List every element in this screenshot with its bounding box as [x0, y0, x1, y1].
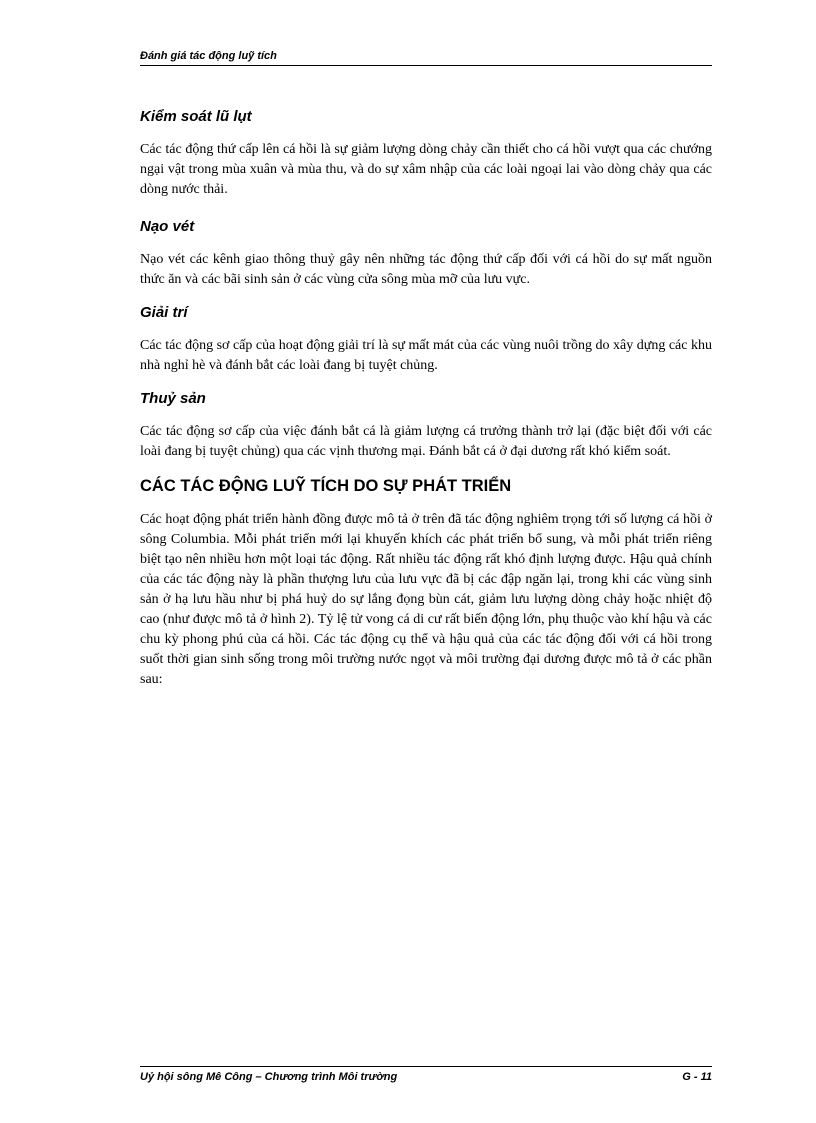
section-heading-flood-control: Kiểm soát lũ lụt [140, 108, 252, 125]
section-text-fisheries: Các tác động sơ cấp của việc đánh bắt cá là giảm lượng cá trưởng thành trở lại (đặc biệt đối với các loài đang bị tuyệt chủng) qua các vịnh thương mại. Đánh bắt cá ở đại dương rất khó kiểm soát. [140, 424, 712, 459]
main-section-text: Các hoạt động phát triển hành đồng được mô tả ở trên đã tác động nghiêm trọng tới số lượng cá hồi ở sông Columbia. Mỗi phát triển mới lại khuyến khích các phát triển bổ sung, và mỗi phát triển riêng biệt tạo nên nhiều hơn một loại tác động. Rất nhiều tác động rất khó định lượng được. Hậu quả chính của các tác động này là phần thượng lưu của lưu vực đã bị các đập ngăn lại, trong khi các vùng sinh sản ở hạ lưu hầu như bị phá huỷ do sự lắng đọng bùn cát, giảm lưu lượng dòng chảy hoặc nhiệt độ cao (như được mô tả ở hình 2). Tỷ lệ tử vong cá di cư rất biến động lớn, phụ thuộc vào khí hậu và các chu kỳ phong phú của cá hồi. Các tác động cụ thể và hậu quả của các tác động đối với cá hồi trong suốt thời gian sinh sống trong môi trường nước ngọt và môi trường đại dương được mô tả ở các phần sau: [140, 512, 712, 687]
page-header [140, 50, 712, 66]
page-footer [140, 1066, 712, 1083]
section-heading-recreation: Giải trí [140, 304, 188, 321]
page-number: G - 11 [682, 1071, 712, 1083]
section-text-recreation: Các tác động sơ cấp của hoạt động giải trí là sự mất mát của các vùng nuôi trồng do xây dựng các khu nhà nghỉ hè và đánh bắt các loài đang bị tuyệt chủng. [140, 338, 712, 373]
section-heading-dredging: Nạo vét [140, 218, 195, 235]
main-section-heading: CÁC TÁC ĐỘNG LUỸ TÍCH DO SỰ PHÁT TRIỂN [140, 477, 512, 495]
header-title: Đánh giá tác động luỹ tích [140, 50, 277, 62]
section-text-dredging: Nạo vét các kênh giao thông thuỷ gây nên những tác động thứ cấp đối với cá hồi do sự mất nguồn thức ăn và các bãi sinh sản ở các vùng cửa sông mùa mỡ của lưu vực. [140, 252, 712, 287]
footer-organization: Uỷ hội sông Mê Công – Chương trình Môi trường [140, 1071, 398, 1083]
document-body [140, 108, 712, 704]
section-text-flood-control: Các tác động thứ cấp lên cá hồi là sự giảm lượng dòng chảy cần thiết cho cá hồi vượt qua các chướng ngại vật trong mùa xuân và mùa thu, và do sự xâm nhập của các loài ngoại lai vào dòng chảy qua các dòng nước thải. [140, 142, 712, 197]
section-heading-fisheries: Thuỷ sản [140, 390, 206, 407]
